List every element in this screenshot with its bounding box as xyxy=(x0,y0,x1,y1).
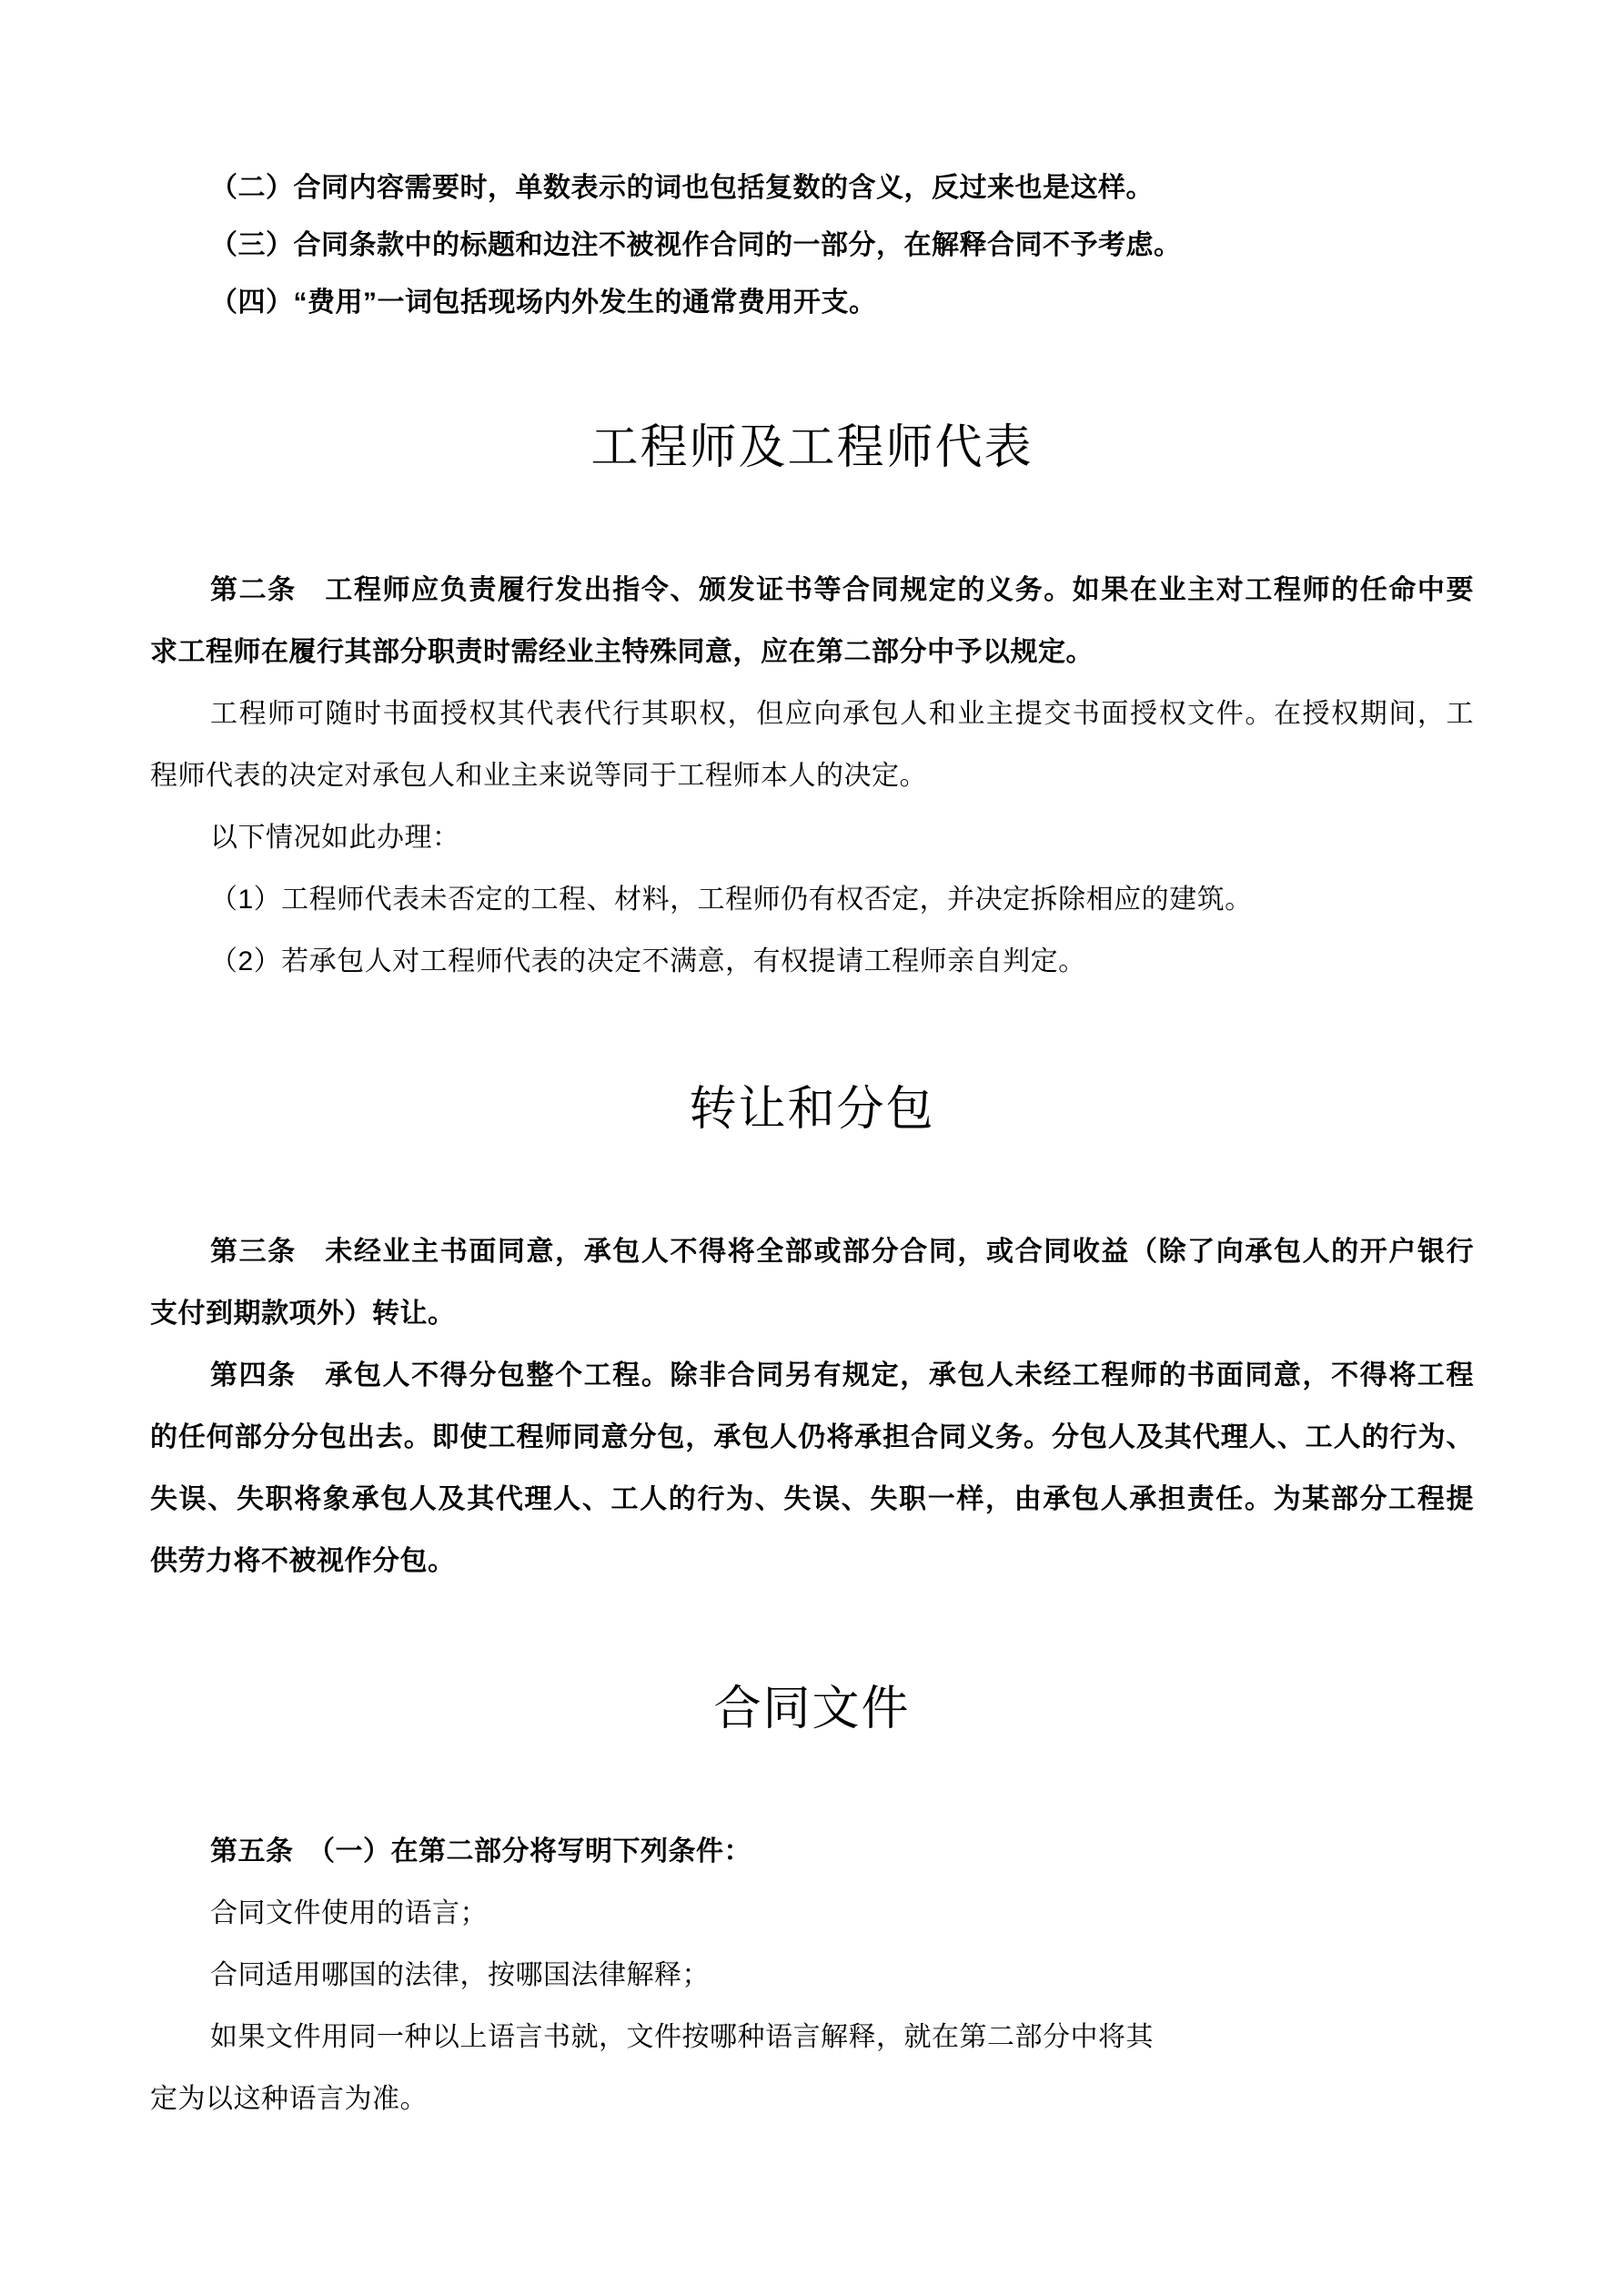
law-item xyxy=(150,1945,1474,2007)
clause-line: 定为以这种语言为准。 xyxy=(150,2084,428,2114)
clause-line: 的任何部分分包出去。即使工程师同意分包，承包人仍将承担合同义务。分包人及其代理人、工人的行为、 xyxy=(150,1422,1474,1452)
section-assignment-body xyxy=(150,1221,1474,1593)
section-heading-engineer: 工程师及工程师代表 xyxy=(590,422,1034,474)
handling-item-1 xyxy=(150,869,1474,931)
handling-item-2 xyxy=(150,931,1474,993)
section-heading-contract-documents: 合同文件 xyxy=(713,1684,911,1735)
multi-language-item xyxy=(150,2007,1474,2130)
clause-line: （2）若承包人对工程师代表的决定不满意，有权提请工程师亲自判定。 xyxy=(210,946,1086,976)
language-item xyxy=(150,1883,1474,1945)
engineer-delegation-paragraph xyxy=(150,683,1474,807)
clause-line: 支付到期款项外）转让。 xyxy=(150,1299,456,1329)
clause-line: 第三条 未经业主书面同意，承包人不得将全部或部分合同，或合同收益（除了向承包人的开户银行 xyxy=(210,1237,1474,1267)
clause-line: 程师代表的决定对承包人和业主来说等同于工程师本人的决定。 xyxy=(150,761,927,791)
section-engineer-body xyxy=(150,560,1474,993)
clause-3-paragraph xyxy=(150,1221,1474,1345)
clause-line: （1）工程师代表未否定的工程、材料，工程师仍有权否定，并决定拆除相应的建筑。 xyxy=(210,885,1253,915)
clause-line: 第四条 承包人不得分包整个工程。除非合同另有规定，承包人未经工程师的书面同意，不得将工程 xyxy=(210,1360,1474,1391)
clause-line: 以下情况如此办理： xyxy=(210,823,460,853)
clause-5-paragraph xyxy=(150,1821,1474,1883)
clause-line: 求工程师在履行其部分职责时需经业主特殊同意，应在第二部分中予以规定。 xyxy=(150,637,1094,667)
clause-line: 工程师可随时书面授权其代表代行其职权，但应向承包人和业主提交书面授权文件。在授权期间，工 xyxy=(210,699,1474,729)
section-contract-documents-body xyxy=(150,1821,1474,2130)
clause-line: 如果文件用同一种以上语言书就，文件按哪种语言解释，就在第二部分中将其 xyxy=(210,2022,1154,2052)
intro-item-4: （四）“费用”一词包括现场内外发生的通常费用开支。 xyxy=(210,288,877,318)
intro-item-2: （二）合同内容需要时，单数表示的词也包括复数的含义，反过来也是这样。 xyxy=(210,173,1154,203)
handling-intro-paragraph xyxy=(150,807,1474,869)
clause-line: 合同文件使用的语言； xyxy=(210,1898,488,1928)
clause-2-paragraph xyxy=(150,560,1474,683)
clause-line: 第五条 （一）在第二部分将写明下列条件： xyxy=(210,1836,751,1866)
clause-line: 合同适用哪国的法律，按哪国法律解释； xyxy=(210,1960,710,1990)
section-heading-assignment: 转让和分包 xyxy=(689,1084,935,1136)
clause-line: 第二条 工程师应负责履行发出指令、颁发证书等合同规定的义务。如果在业主对工程师的任命中要 xyxy=(210,575,1474,605)
clause-line: 失误、失职将象承包人及其代理人、工人的行为、失误、失职一样，由承包人承担责任。为某部分工程提 xyxy=(150,1484,1474,1514)
intro-item-3: （三）合同条款中的标题和边注不被视作合同的一部分，在解释合同不予考虑。 xyxy=(210,230,1182,260)
clause-line: 供劳力将不被视作分包。 xyxy=(150,1546,456,1576)
clause-4-paragraph xyxy=(150,1345,1474,1593)
intro-clauses xyxy=(150,159,1474,331)
